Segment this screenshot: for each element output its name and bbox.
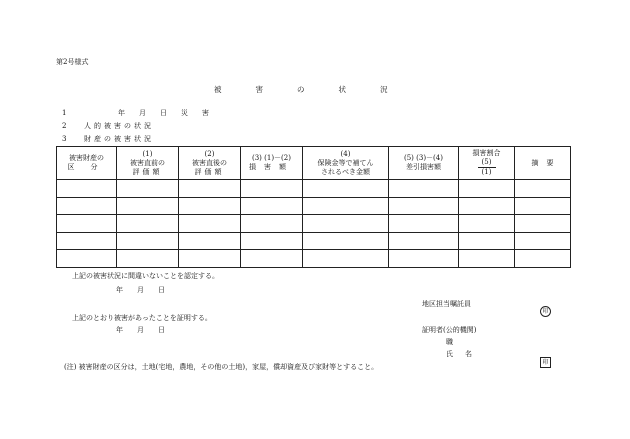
- table-row: [57, 232, 571, 250]
- table-cell[interactable]: [389, 250, 459, 268]
- district-official-label: 地区担当嘱託員: [422, 300, 471, 308]
- table-cell[interactable]: [303, 250, 389, 268]
- table-cell[interactable]: [459, 215, 515, 233]
- table-cell[interactable]: [515, 180, 571, 198]
- item-2-number: 2: [62, 122, 67, 130]
- table-cell[interactable]: [459, 250, 515, 268]
- certifier-label: 証明者(公的機関): [422, 326, 477, 334]
- table-cell[interactable]: [117, 180, 179, 198]
- table-cell[interactable]: [389, 197, 459, 215]
- item-1-text: 年月日災害: [118, 109, 223, 117]
- item-3-number: 3: [62, 135, 67, 143]
- table-cell[interactable]: [515, 232, 571, 250]
- name-label: 氏名: [446, 350, 484, 358]
- item-1-number: 1: [62, 109, 67, 117]
- table-row: [57, 215, 571, 233]
- header-net-loss: (5) (3)－(4) 差引損害額: [389, 147, 459, 180]
- table-cell[interactable]: [241, 180, 303, 198]
- footnote: (注) 被害財産の区分は，土地(宅地，農地，その他の土地)，家屋，償却資産及び家財等とすること。: [64, 363, 379, 371]
- table-cell[interactable]: [179, 232, 241, 250]
- table-cell[interactable]: [303, 232, 389, 250]
- table-cell[interactable]: [57, 215, 117, 233]
- header-remarks: 摘要: [515, 147, 571, 180]
- table-cell[interactable]: [57, 180, 117, 198]
- seal-mark-2: 印: [540, 349, 551, 368]
- table-cell[interactable]: [303, 197, 389, 215]
- header-property-category: 被害財産の 区分: [57, 147, 117, 180]
- table-row: [57, 250, 571, 268]
- table-cell[interactable]: [389, 232, 459, 250]
- table-cell[interactable]: [389, 215, 459, 233]
- page-title: 被害の状況: [214, 85, 422, 94]
- header-value-after: (2) 被害直後の 評価額: [179, 147, 241, 180]
- table-cell[interactable]: [241, 197, 303, 215]
- position-label: 職: [446, 338, 453, 346]
- table-cell[interactable]: [117, 250, 179, 268]
- table-cell[interactable]: [179, 197, 241, 215]
- table-cell[interactable]: [57, 250, 117, 268]
- table-cell[interactable]: [241, 250, 303, 268]
- table-cell[interactable]: [389, 180, 459, 198]
- form-number: 第2号様式: [56, 58, 89, 66]
- table-row: [57, 197, 571, 215]
- table-cell[interactable]: [303, 215, 389, 233]
- table-cell[interactable]: [459, 180, 515, 198]
- certification-text-2: 上記のとおり被害があったことを証明する。: [72, 314, 212, 322]
- table-cell[interactable]: [179, 215, 241, 233]
- table-cell[interactable]: [515, 215, 571, 233]
- header-value-before: (1) 被害直前の 評価額: [117, 147, 179, 180]
- certification-text-1: 上記の被害状況に間違いないことを認定する。: [72, 272, 219, 280]
- certification-date-1: 年月日: [116, 286, 179, 294]
- table-row: [57, 180, 571, 198]
- table-cell[interactable]: [57, 232, 117, 250]
- table-cell[interactable]: [515, 250, 571, 268]
- table-cell[interactable]: [241, 215, 303, 233]
- header-insurance-amount: (4) 保険金等で補てん されるべき金額: [303, 147, 389, 180]
- item-3-text: 財産の被害状況: [84, 135, 154, 143]
- table-cell[interactable]: [515, 197, 571, 215]
- damage-table: [56, 146, 571, 268]
- table-header-row: [57, 147, 571, 180]
- table-cell[interactable]: [179, 250, 241, 268]
- table-cell[interactable]: [459, 232, 515, 250]
- table-cell[interactable]: [117, 232, 179, 250]
- table-cell[interactable]: [241, 232, 303, 250]
- table-cell[interactable]: [179, 180, 241, 198]
- table-cell[interactable]: [117, 197, 179, 215]
- table-cell[interactable]: [57, 197, 117, 215]
- certification-date-2: 年月日: [116, 326, 179, 334]
- header-loss-amount: (3) (1)－(2) 損害額: [241, 147, 303, 180]
- table-cell[interactable]: [117, 215, 179, 233]
- header-loss-ratio: 損害割合 (5) (1): [459, 147, 515, 180]
- table-cell[interactable]: [459, 197, 515, 215]
- seal-mark-1: 印: [540, 298, 551, 317]
- table-cell[interactable]: [303, 180, 389, 198]
- item-2-text: 人的被害の状況: [84, 122, 154, 130]
